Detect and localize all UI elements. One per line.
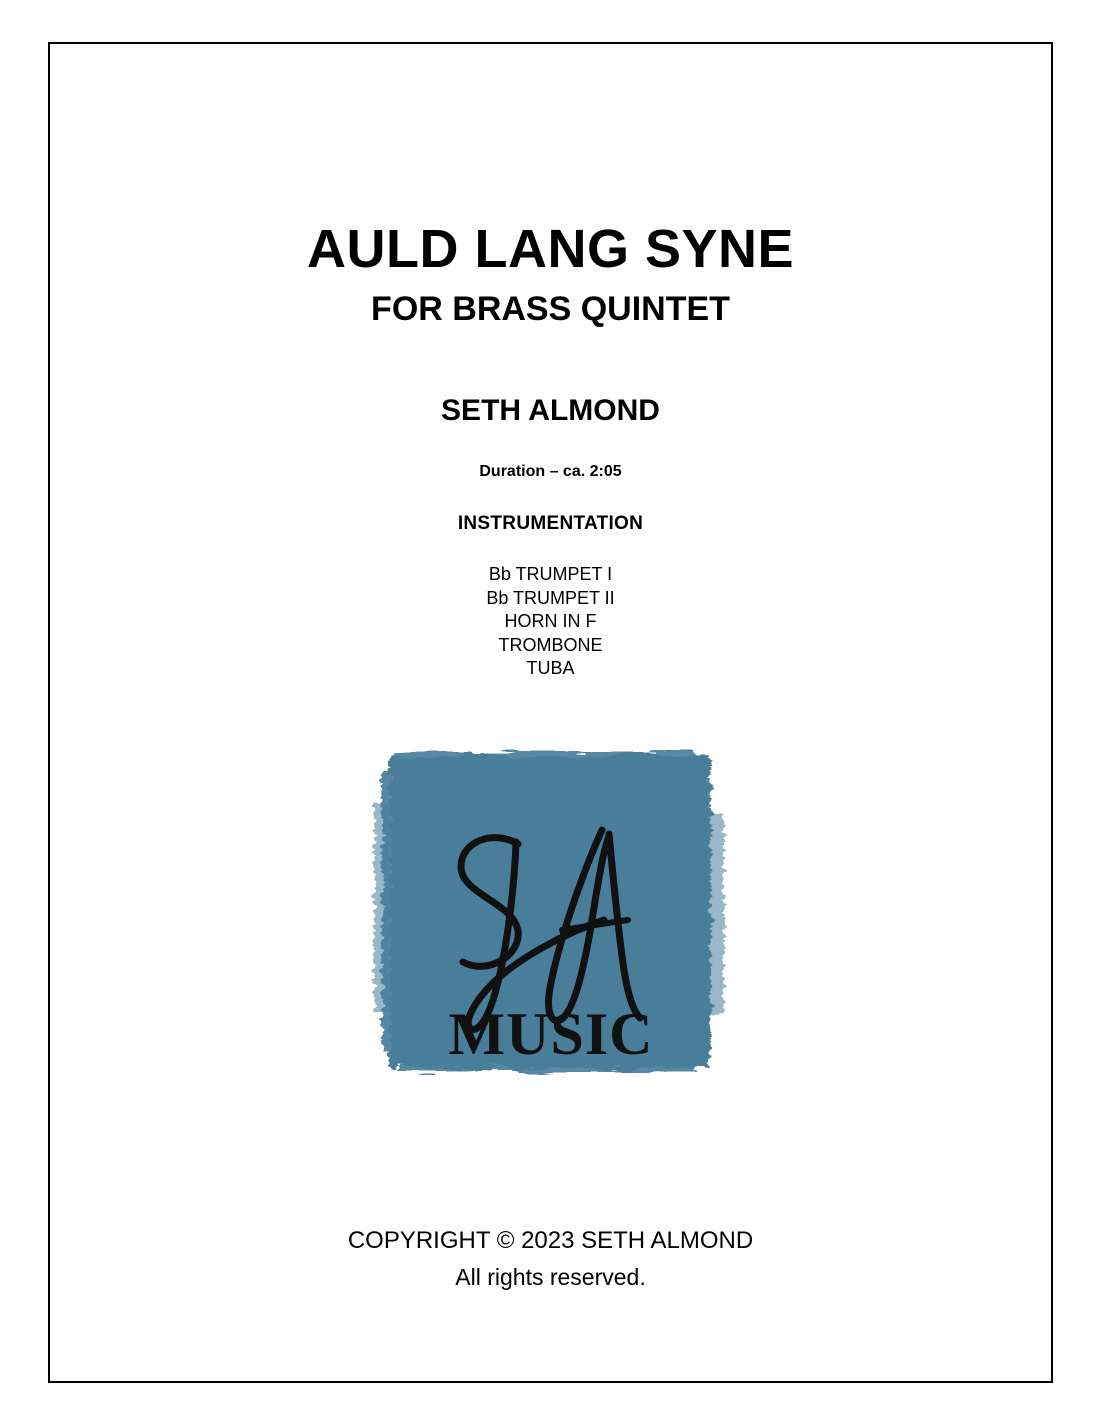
composer-name: SETH ALMOND	[441, 394, 660, 427]
cover-content	[50, 44, 1051, 1381]
page-title: AULD LANG SYNE	[306, 219, 794, 279]
instrumentation-list	[50, 563, 1051, 681]
list-item: Bb TRUMPET II	[486, 587, 615, 608]
publisher-logo	[366, 734, 736, 1089]
list-item: TUBA	[526, 658, 575, 678]
list-item: HORN IN F	[504, 611, 597, 631]
list-item: Bb TRUMPET I	[488, 564, 613, 584]
logo-wordmark: MUSIC	[447, 1001, 654, 1067]
copyright-line: COPYRIGHT © 2023 SETH ALMOND	[347, 1227, 754, 1254]
duration-label: Duration – ca. 2:05	[479, 463, 622, 480]
rights-line: All rights reserved.	[455, 1264, 646, 1290]
cover-page	[48, 42, 1053, 1383]
page-subtitle: FOR BRASS QUINTET	[371, 290, 730, 328]
list-item: TROMBONE	[498, 634, 603, 655]
instrumentation-heading: INSTRUMENTATION	[457, 513, 644, 534]
